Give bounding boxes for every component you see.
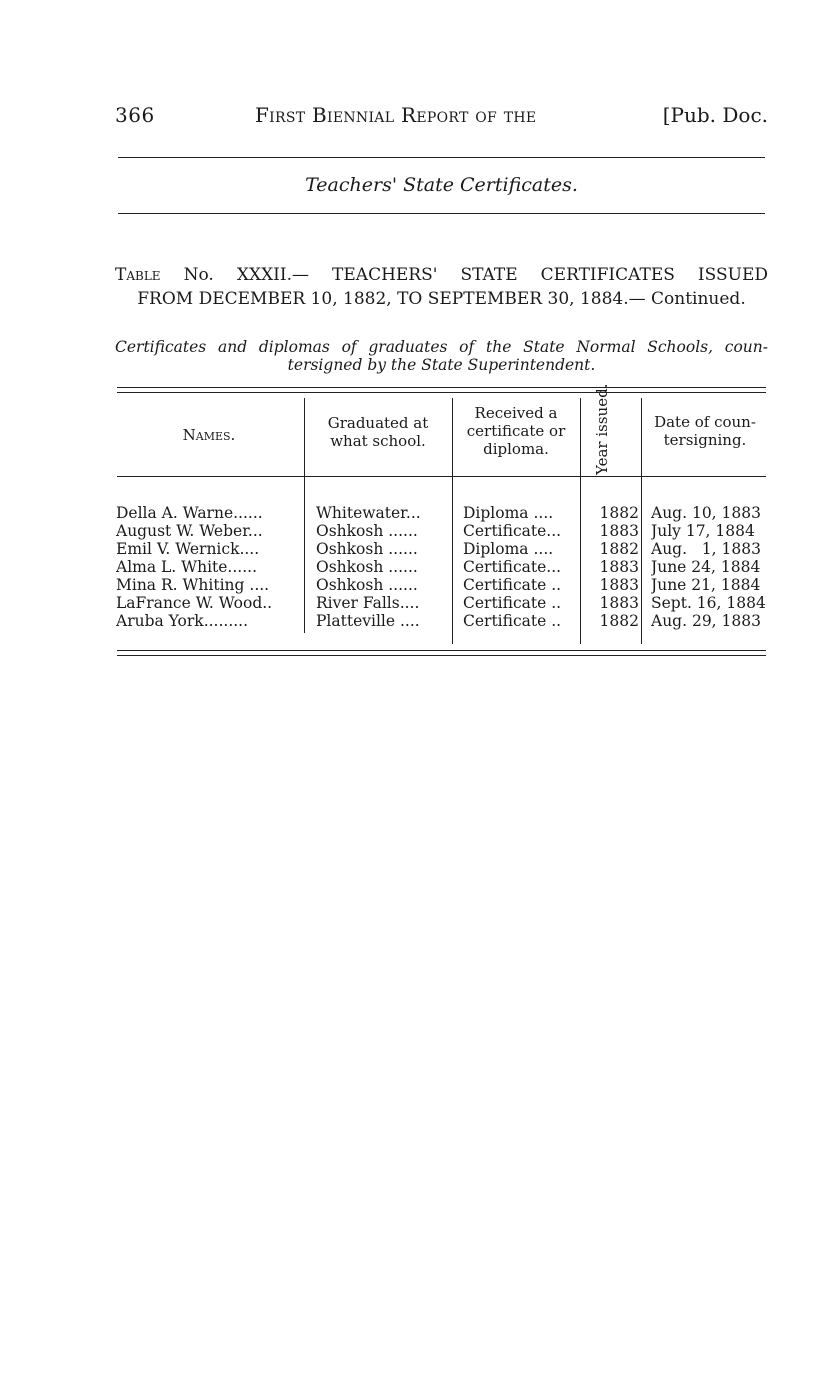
cell-year: 1883: [599, 558, 639, 576]
cell-date: Sept. 16, 1884: [651, 594, 766, 612]
caption-line1: Certificates and diplomas of graduates of the State Normal Schools, coun-: [115, 338, 768, 356]
cell-year: 1882: [599, 612, 639, 630]
column-header-received: Received a certificate or diploma.: [466, 404, 566, 458]
table-top-rule-2: [117, 392, 766, 393]
table-row: [115, 612, 768, 630]
column-header-year: Year issued.: [593, 383, 611, 475]
cell-year: 1882: [599, 540, 639, 558]
table-label: Table: [115, 265, 161, 285]
table-heading-number: No. XXXII.— TEACHERS' STATE CERTIFICATES ISSUED: [183, 265, 768, 285]
header-rule: [117, 476, 766, 477]
cell-received: Certificate ..: [463, 576, 562, 594]
cell-school: Oshkosh ......: [316, 522, 418, 540]
cell-date: July 17, 1884: [651, 522, 755, 540]
cell-received: Certificate ..: [463, 612, 562, 630]
table-bottom-rule: [117, 650, 766, 651]
cell-date: Aug. 10, 1883: [651, 504, 761, 522]
table-row: [115, 576, 768, 594]
cell-school: Oshkosh ......: [316, 576, 418, 594]
cell-name: Della A. Warne......: [116, 504, 263, 522]
cell-year: 1883: [599, 576, 639, 594]
cell-received: Diploma ....: [463, 504, 554, 522]
cell-received: Diploma ....: [463, 540, 554, 558]
table-bottom-rule-2: [117, 655, 766, 656]
cell-name: Alma L. White......: [116, 558, 257, 576]
column-header-school: Graduated at what school.: [327, 414, 429, 450]
cell-name: Mina R. Whiting ....: [116, 576, 270, 594]
cell-date: Aug. 1, 1883: [651, 540, 761, 558]
table-row: [115, 594, 768, 612]
table-row: [115, 504, 768, 522]
top-rule: [118, 157, 765, 158]
cell-school: Platteville ....: [316, 612, 420, 630]
running-title: First Biennial Report of the: [255, 103, 537, 127]
cell-received: Certificate...: [463, 522, 562, 540]
cell-name: August W. Weber...: [116, 522, 263, 540]
cell-date: June 21, 1884: [651, 576, 761, 594]
certificates-table: [115, 383, 768, 658]
table-heading: [115, 263, 768, 311]
cell-year: 1882: [599, 504, 639, 522]
table-row: [115, 558, 768, 576]
cell-date: June 24, 1884: [651, 558, 761, 576]
cell-year: 1883: [599, 594, 639, 612]
table-top-rule: [117, 387, 766, 388]
table-row: [115, 540, 768, 558]
table-caption: [115, 338, 768, 374]
column-header-names: Names.: [182, 426, 236, 444]
cell-received: Certificate...: [463, 558, 562, 576]
page-header: [115, 103, 768, 129]
cell-school: Oshkosh ......: [316, 558, 418, 576]
section-rule: [118, 213, 765, 214]
cell-year: 1883: [599, 522, 639, 540]
section-title: Teachers' State Certificates.: [305, 174, 578, 196]
cell-received: Certificate ..: [463, 594, 562, 612]
cell-school: River Falls....: [316, 594, 420, 612]
caption-line2: tersigned by the State Superintendent.: [287, 356, 596, 374]
table-heading-line1: [115, 263, 768, 287]
cell-school: Oshkosh ......: [316, 540, 418, 558]
page-number: 366: [115, 103, 155, 127]
document-reference: [Pub. Doc.: [662, 103, 768, 127]
cell-date: Aug. 29, 1883: [651, 612, 761, 630]
cell-name: LaFrance W. Wood..: [116, 594, 273, 612]
cell-name: Emil V. Wernick....: [116, 540, 260, 558]
cell-school: Whitewater...: [316, 504, 421, 522]
table-heading-line2: FROM DECEMBER 10, 1882, TO SEPTEMBER 30, 1884.— Continued.: [137, 289, 746, 309]
cell-name: Aruba York.........: [116, 612, 249, 630]
table-row: [115, 522, 768, 540]
column-header-date: Date of coun- tersigning.: [654, 413, 756, 449]
